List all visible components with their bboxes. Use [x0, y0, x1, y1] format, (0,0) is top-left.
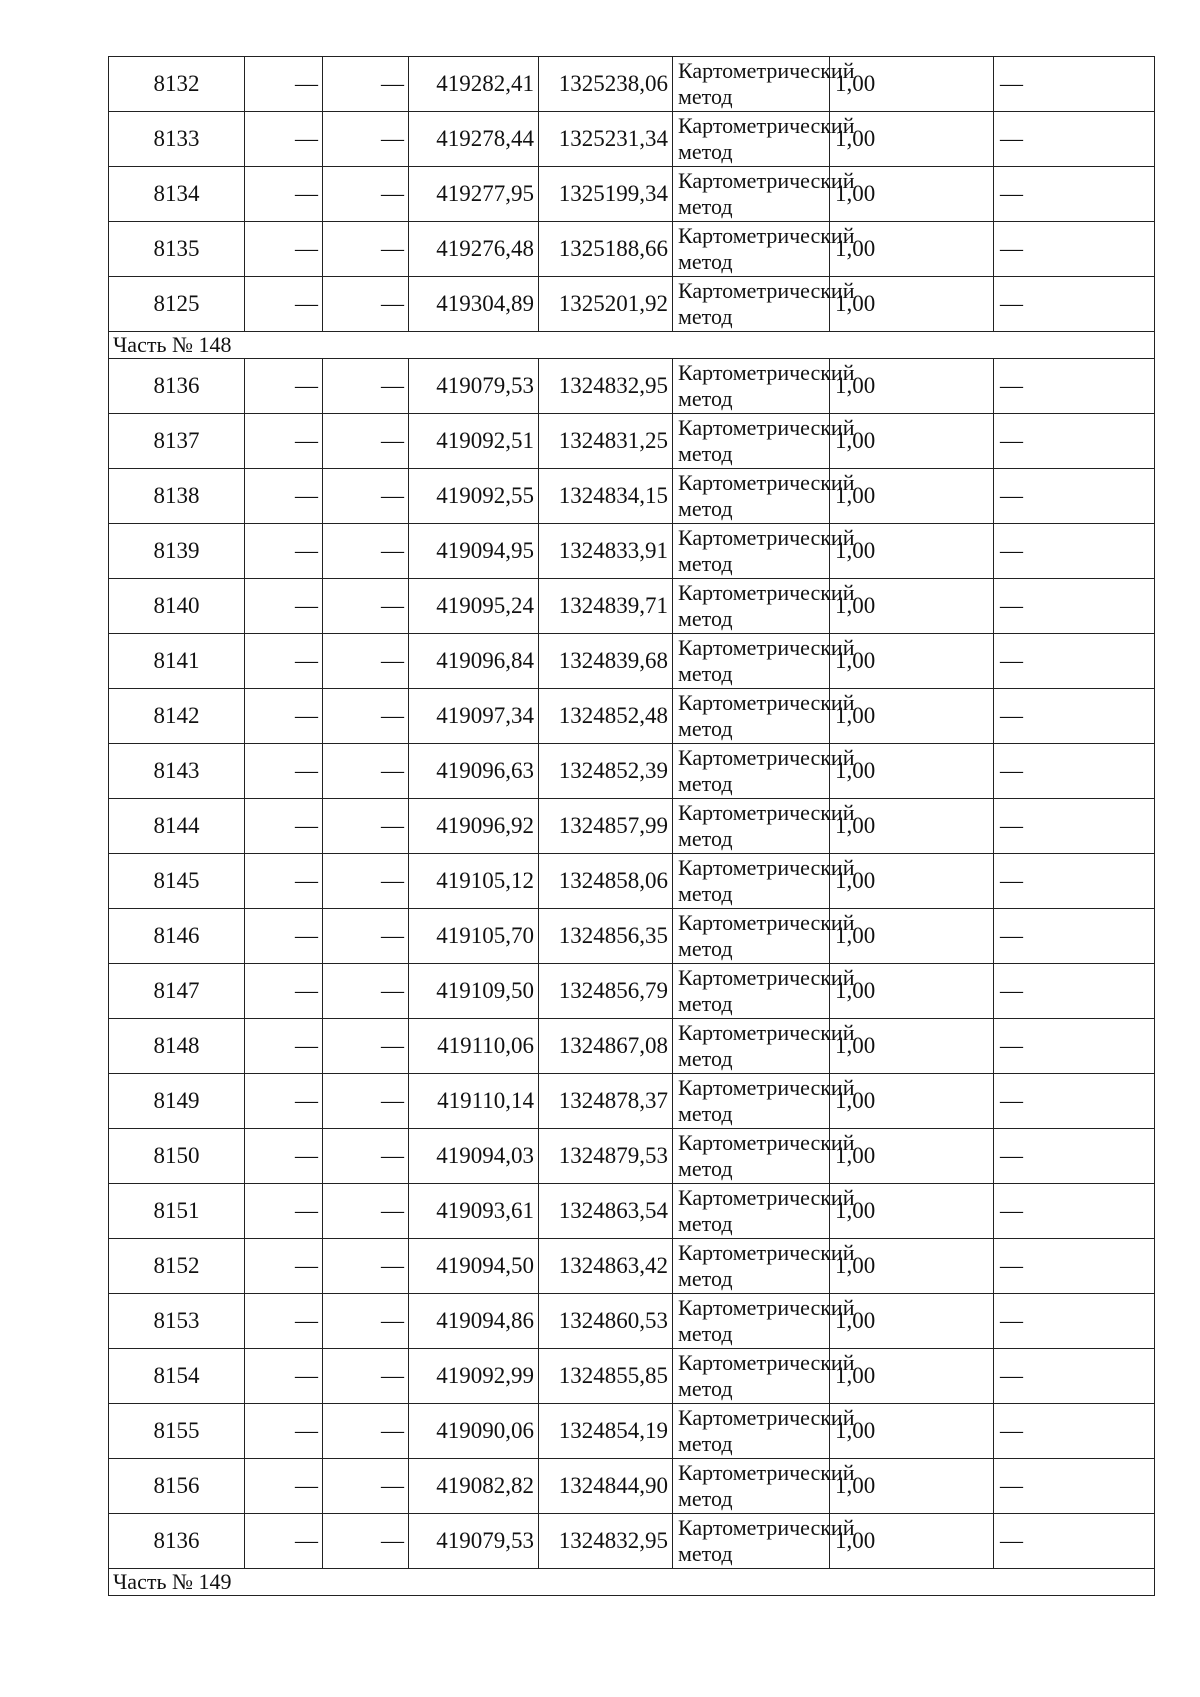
part-header-row	[109, 332, 1155, 359]
point-number-cell: 8156	[109, 1459, 245, 1514]
old-x-cell: —	[245, 579, 323, 634]
method-cell: Картометрический метод	[673, 112, 830, 167]
description-cell: —	[994, 1294, 1155, 1349]
new-y-cell: 1324855,85	[539, 1349, 673, 1404]
part-header-row	[109, 1569, 1155, 1596]
old-y-cell: —	[323, 1294, 409, 1349]
old-y-cell: —	[323, 1074, 409, 1129]
description-cell: —	[994, 744, 1155, 799]
point-number-cell: 8152	[109, 1239, 245, 1294]
accuracy-cell: 1,00	[830, 854, 994, 909]
new-x-cell: 419097,34	[409, 689, 539, 744]
point-number-cell: 8142	[109, 689, 245, 744]
accuracy-cell: 1,00	[830, 112, 994, 167]
description-cell: —	[994, 634, 1155, 689]
accuracy-cell: 1,00	[830, 1129, 994, 1184]
point-number-cell: 8139	[109, 524, 245, 579]
new-y-cell: 1324832,95	[539, 359, 673, 414]
old-x-cell: —	[245, 57, 323, 112]
point-number-cell: 8146	[109, 909, 245, 964]
new-x-cell: 419110,14	[409, 1074, 539, 1129]
method-cell: Картометрический метод	[673, 277, 830, 332]
description-cell: —	[994, 1349, 1155, 1404]
new-x-cell: 419094,86	[409, 1294, 539, 1349]
point-number-cell: 8132	[109, 57, 245, 112]
old-x-cell: —	[245, 1404, 323, 1459]
new-y-cell: 1324863,54	[539, 1184, 673, 1239]
new-y-cell: 1325238,06	[539, 57, 673, 112]
table-row	[109, 964, 1155, 1019]
old-y-cell: —	[323, 112, 409, 167]
old-y-cell: —	[323, 634, 409, 689]
description-cell: —	[994, 799, 1155, 854]
table-body	[109, 57, 1155, 1596]
old-x-cell: —	[245, 854, 323, 909]
new-y-cell: 1324856,79	[539, 964, 673, 1019]
method-cell: Картометрический метод	[673, 1349, 830, 1404]
description-cell: —	[994, 112, 1155, 167]
accuracy-cell: 1,00	[830, 1404, 994, 1459]
new-y-cell: 1324852,48	[539, 689, 673, 744]
method-cell: Картометрический метод	[673, 1459, 830, 1514]
old-y-cell: —	[323, 469, 409, 524]
accuracy-cell: 1,00	[830, 689, 994, 744]
old-x-cell: —	[245, 1349, 323, 1404]
accuracy-cell: 1,00	[830, 524, 994, 579]
accuracy-cell: 1,00	[830, 277, 994, 332]
point-number-cell: 8147	[109, 964, 245, 1019]
description-cell: —	[994, 1129, 1155, 1184]
new-x-cell: 419277,95	[409, 167, 539, 222]
table-row	[109, 634, 1155, 689]
point-number-cell: 8135	[109, 222, 245, 277]
point-number-cell: 8137	[109, 414, 245, 469]
old-x-cell: —	[245, 799, 323, 854]
new-x-cell: 419276,48	[409, 222, 539, 277]
new-x-cell: 419095,24	[409, 579, 539, 634]
old-x-cell: —	[245, 1074, 323, 1129]
old-x-cell: —	[245, 1129, 323, 1184]
method-cell: Картометрический метод	[673, 359, 830, 414]
old-x-cell: —	[245, 469, 323, 524]
table-row	[109, 167, 1155, 222]
table-row	[109, 744, 1155, 799]
method-cell: Картометрический метод	[673, 414, 830, 469]
old-x-cell: —	[245, 744, 323, 799]
new-x-cell: 419096,63	[409, 744, 539, 799]
new-y-cell: 1324839,71	[539, 579, 673, 634]
method-cell: Картометрический метод	[673, 1294, 830, 1349]
old-y-cell: —	[323, 414, 409, 469]
accuracy-cell: 1,00	[830, 1019, 994, 1074]
old-x-cell: —	[245, 689, 323, 744]
old-y-cell: —	[323, 1459, 409, 1514]
new-y-cell: 1324854,19	[539, 1404, 673, 1459]
new-x-cell: 419094,50	[409, 1239, 539, 1294]
point-number-cell: 8125	[109, 277, 245, 332]
description-cell: —	[994, 909, 1155, 964]
old-y-cell: —	[323, 854, 409, 909]
new-y-cell: 1324860,53	[539, 1294, 673, 1349]
new-y-cell: 1324833,91	[539, 524, 673, 579]
description-cell: —	[994, 964, 1155, 1019]
accuracy-cell: 1,00	[830, 1349, 994, 1404]
old-x-cell: —	[245, 1184, 323, 1239]
new-x-cell: 419094,03	[409, 1129, 539, 1184]
old-x-cell: —	[245, 414, 323, 469]
method-cell: Картометрический метод	[673, 222, 830, 277]
old-x-cell: —	[245, 277, 323, 332]
description-cell: —	[994, 469, 1155, 524]
new-y-cell: 1324863,42	[539, 1239, 673, 1294]
table-row	[109, 1239, 1155, 1294]
new-x-cell: 419079,53	[409, 1514, 539, 1569]
old-x-cell: —	[245, 222, 323, 277]
method-cell: Картометрический метод	[673, 744, 830, 799]
accuracy-cell: 1,00	[830, 222, 994, 277]
old-y-cell: —	[323, 579, 409, 634]
table-row	[109, 277, 1155, 332]
new-y-cell: 1324852,39	[539, 744, 673, 799]
new-x-cell: 419093,61	[409, 1184, 539, 1239]
old-y-cell: —	[323, 1514, 409, 1569]
new-x-cell: 419282,41	[409, 57, 539, 112]
new-y-cell: 1324839,68	[539, 634, 673, 689]
method-cell: Картометрический метод	[673, 57, 830, 112]
point-number-cell: 8136	[109, 359, 245, 414]
method-cell: Картометрический метод	[673, 469, 830, 524]
description-cell: —	[994, 359, 1155, 414]
new-y-cell: 1324857,99	[539, 799, 673, 854]
method-cell: Картометрический метод	[673, 1184, 830, 1239]
coordinates-table	[108, 56, 1155, 1596]
description-cell: —	[994, 524, 1155, 579]
method-cell: Картометрический метод	[673, 1074, 830, 1129]
accuracy-cell: 1,00	[830, 359, 994, 414]
new-y-cell: 1324856,35	[539, 909, 673, 964]
old-y-cell: —	[323, 689, 409, 744]
description-cell: —	[994, 1404, 1155, 1459]
table-row	[109, 414, 1155, 469]
point-number-cell: 8149	[109, 1074, 245, 1129]
old-x-cell: —	[245, 1239, 323, 1294]
table-row	[109, 524, 1155, 579]
table-row	[109, 799, 1155, 854]
accuracy-cell: 1,00	[830, 1184, 994, 1239]
new-x-cell: 419082,82	[409, 1459, 539, 1514]
description-cell: —	[994, 277, 1155, 332]
table-row	[109, 689, 1155, 744]
table-row	[109, 469, 1155, 524]
table-row	[109, 1074, 1155, 1129]
point-number-cell: 8144	[109, 799, 245, 854]
description-cell: —	[994, 579, 1155, 634]
accuracy-cell: 1,00	[830, 1294, 994, 1349]
description-cell: —	[994, 1184, 1155, 1239]
old-y-cell: —	[323, 744, 409, 799]
table-row	[109, 1404, 1155, 1459]
method-cell: Картометрический метод	[673, 799, 830, 854]
point-number-cell: 8133	[109, 112, 245, 167]
old-y-cell: —	[323, 1019, 409, 1074]
old-x-cell: —	[245, 1294, 323, 1349]
old-y-cell: —	[323, 359, 409, 414]
new-y-cell: 1325188,66	[539, 222, 673, 277]
method-cell: Картометрический метод	[673, 167, 830, 222]
old-y-cell: —	[323, 799, 409, 854]
old-x-cell: —	[245, 1459, 323, 1514]
new-x-cell: 419096,92	[409, 799, 539, 854]
new-x-cell: 419092,55	[409, 469, 539, 524]
accuracy-cell: 1,00	[830, 579, 994, 634]
new-x-cell: 419096,84	[409, 634, 539, 689]
new-y-cell: 1325231,34	[539, 112, 673, 167]
old-x-cell: —	[245, 1514, 323, 1569]
new-x-cell: 419109,50	[409, 964, 539, 1019]
accuracy-cell: 1,00	[830, 1459, 994, 1514]
description-cell: —	[994, 1074, 1155, 1129]
new-y-cell: 1325199,34	[539, 167, 673, 222]
new-x-cell: 419110,06	[409, 1019, 539, 1074]
new-y-cell: 1324878,37	[539, 1074, 673, 1129]
table-row	[109, 1294, 1155, 1349]
table-row	[109, 222, 1155, 277]
method-cell: Картометрический метод	[673, 579, 830, 634]
new-x-cell: 419304,89	[409, 277, 539, 332]
new-y-cell: 1324867,08	[539, 1019, 673, 1074]
new-x-cell: 419094,95	[409, 524, 539, 579]
old-y-cell: —	[323, 1129, 409, 1184]
new-y-cell: 1324831,25	[539, 414, 673, 469]
table-row	[109, 359, 1155, 414]
part-header: Часть № 148	[109, 332, 1155, 359]
point-number-cell: 8151	[109, 1184, 245, 1239]
new-x-cell: 419092,51	[409, 414, 539, 469]
accuracy-cell: 1,00	[830, 744, 994, 799]
table-row	[109, 112, 1155, 167]
description-cell: —	[994, 1239, 1155, 1294]
method-cell: Картометрический метод	[673, 1514, 830, 1569]
table-row	[109, 909, 1155, 964]
accuracy-cell: 1,00	[830, 634, 994, 689]
table-row	[109, 1514, 1155, 1569]
new-y-cell: 1324858,06	[539, 854, 673, 909]
point-number-cell: 8145	[109, 854, 245, 909]
old-y-cell: —	[323, 909, 409, 964]
new-y-cell: 1325201,92	[539, 277, 673, 332]
description-cell: —	[994, 222, 1155, 277]
point-number-cell: 8148	[109, 1019, 245, 1074]
table-row	[109, 57, 1155, 112]
accuracy-cell: 1,00	[830, 57, 994, 112]
accuracy-cell: 1,00	[830, 1514, 994, 1569]
new-x-cell: 419105,70	[409, 909, 539, 964]
method-cell: Картометрический метод	[673, 1129, 830, 1184]
old-y-cell: —	[323, 1349, 409, 1404]
method-cell: Картометрический метод	[673, 634, 830, 689]
table-row	[109, 1459, 1155, 1514]
old-x-cell: —	[245, 909, 323, 964]
table-row	[109, 1019, 1155, 1074]
method-cell: Картометрический метод	[673, 1019, 830, 1074]
old-y-cell: —	[323, 167, 409, 222]
old-x-cell: —	[245, 1019, 323, 1074]
point-number-cell: 8155	[109, 1404, 245, 1459]
table-row	[109, 579, 1155, 634]
old-y-cell: —	[323, 1239, 409, 1294]
accuracy-cell: 1,00	[830, 964, 994, 1019]
new-x-cell: 419092,99	[409, 1349, 539, 1404]
old-x-cell: —	[245, 634, 323, 689]
new-x-cell: 419105,12	[409, 854, 539, 909]
accuracy-cell: 1,00	[830, 167, 994, 222]
table-row	[109, 1129, 1155, 1184]
method-cell: Картометрический метод	[673, 1404, 830, 1459]
method-cell: Картометрический метод	[673, 524, 830, 579]
point-number-cell: 8154	[109, 1349, 245, 1404]
accuracy-cell: 1,00	[830, 469, 994, 524]
old-y-cell: —	[323, 222, 409, 277]
method-cell: Картометрический метод	[673, 909, 830, 964]
method-cell: Картометрический метод	[673, 1239, 830, 1294]
description-cell: —	[994, 167, 1155, 222]
old-y-cell: —	[323, 524, 409, 579]
new-x-cell: 419079,53	[409, 359, 539, 414]
description-cell: —	[994, 689, 1155, 744]
description-cell: —	[994, 57, 1155, 112]
point-number-cell: 8136	[109, 1514, 245, 1569]
new-y-cell: 1324832,95	[539, 1514, 673, 1569]
old-x-cell: —	[245, 964, 323, 1019]
new-y-cell: 1324844,90	[539, 1459, 673, 1514]
old-y-cell: —	[323, 1404, 409, 1459]
point-number-cell: 8140	[109, 579, 245, 634]
description-cell: —	[994, 414, 1155, 469]
old-y-cell: —	[323, 57, 409, 112]
old-x-cell: —	[245, 112, 323, 167]
point-number-cell: 8141	[109, 634, 245, 689]
old-y-cell: —	[323, 277, 409, 332]
table-row	[109, 1349, 1155, 1404]
part-header: Часть № 149	[109, 1569, 1155, 1596]
table-row	[109, 854, 1155, 909]
point-number-cell: 8143	[109, 744, 245, 799]
description-cell: —	[994, 1019, 1155, 1074]
description-cell: —	[994, 1459, 1155, 1514]
description-cell: —	[994, 1514, 1155, 1569]
point-number-cell: 8138	[109, 469, 245, 524]
accuracy-cell: 1,00	[830, 909, 994, 964]
table-row	[109, 1184, 1155, 1239]
old-x-cell: —	[245, 524, 323, 579]
accuracy-cell: 1,00	[830, 1074, 994, 1129]
old-y-cell: —	[323, 964, 409, 1019]
accuracy-cell: 1,00	[830, 799, 994, 854]
method-cell: Картометрический метод	[673, 689, 830, 744]
new-x-cell: 419278,44	[409, 112, 539, 167]
point-number-cell: 8150	[109, 1129, 245, 1184]
description-cell: —	[994, 854, 1155, 909]
new-y-cell: 1324834,15	[539, 469, 673, 524]
new-y-cell: 1324879,53	[539, 1129, 673, 1184]
old-x-cell: —	[245, 167, 323, 222]
old-y-cell: —	[323, 1184, 409, 1239]
method-cell: Картометрический метод	[673, 854, 830, 909]
point-number-cell: 8153	[109, 1294, 245, 1349]
new-x-cell: 419090,06	[409, 1404, 539, 1459]
method-cell: Картометрический метод	[673, 964, 830, 1019]
old-x-cell: —	[245, 359, 323, 414]
accuracy-cell: 1,00	[830, 414, 994, 469]
accuracy-cell: 1,00	[830, 1239, 994, 1294]
point-number-cell: 8134	[109, 167, 245, 222]
